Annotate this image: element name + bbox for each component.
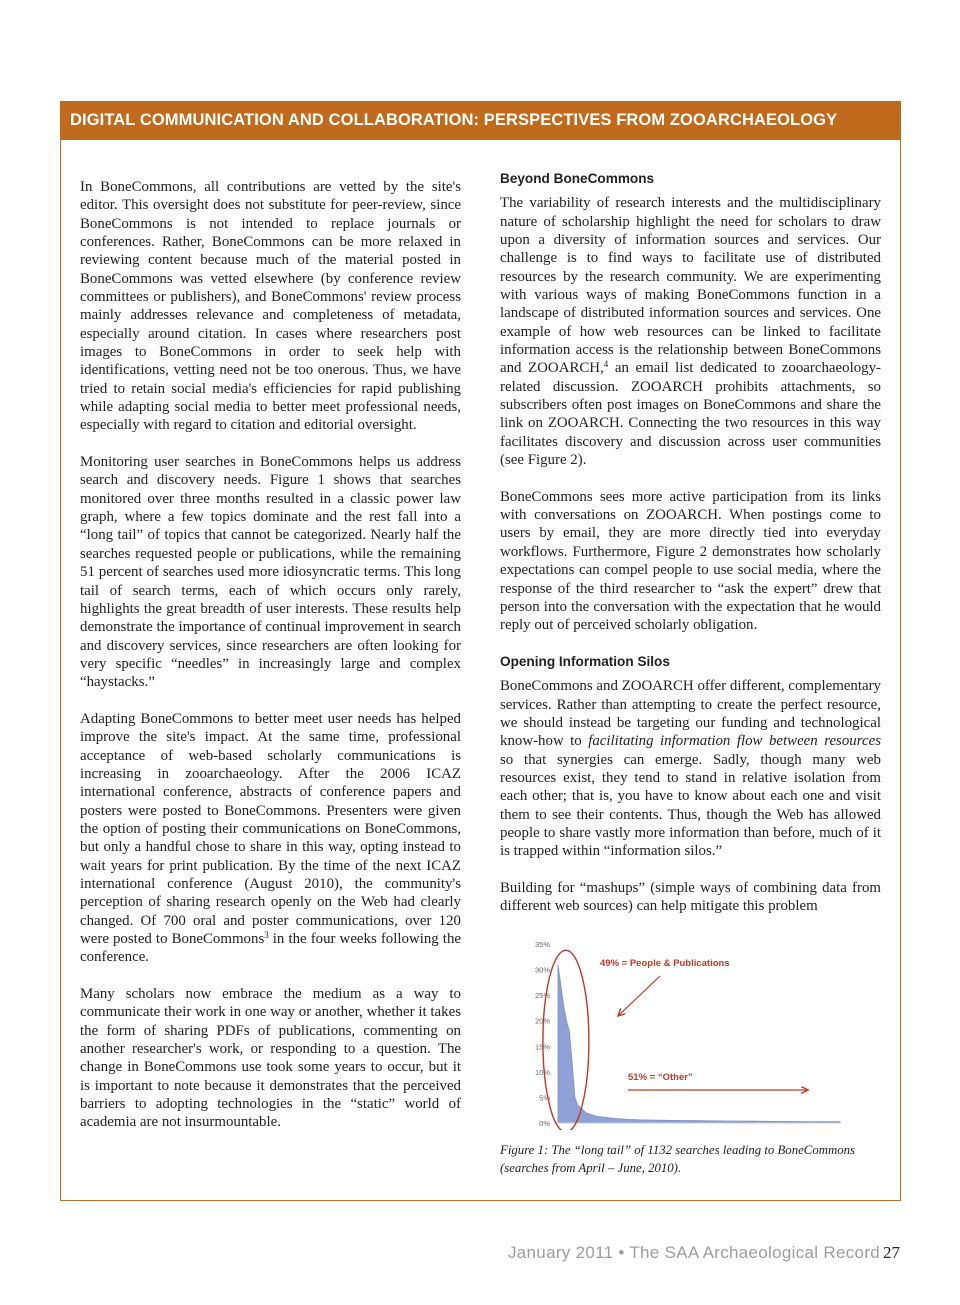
- section-banner: DIGITAL COMMUNICATION AND COLLABORATION: PERSPECTIVES FROM ZOOARCHAEOLOGY: [60, 101, 901, 140]
- page-number: 27: [883, 1243, 900, 1262]
- right-p3-tail: so that synergies can emerge. Sadly, though many web resources exist, they tend to stand in relative isolation from each other; that is, you have to know about each one and visit them to see their contents. Thus, though the Web has allowed people to share vastly more information than before, much of it is trapped within “information silos.”: [500, 751, 881, 860]
- footer-journal-title: January 2011 • The SAA Archaeological Record: [508, 1243, 880, 1262]
- y-tick-label: 5%: [539, 1093, 550, 1103]
- heading-opening-information-silos: Opening Information Silos: [500, 653, 670, 669]
- right-paragraph-2: BoneCommons sees more active participation from its links with conversations on ZOOARCH. When postings come to users by email, they are more directly tied into everyday workflows. Furthermore, Figure 2 demonstrates how scholarly expectations can compel people to use social media, where the response of the third researcher to “ask the expert” drew that person into the conversation with the expectation that he would reply out of perceived scholarly obligation.: [500, 488, 881, 634]
- y-tick-label: 30%: [534, 965, 550, 975]
- right-paragraph-1: [500, 194, 881, 469]
- y-tick-label: 15%: [534, 1042, 550, 1052]
- annotation-other: 51% = “Other”: [628, 1072, 693, 1083]
- figure-1-caption: Figure 1: The “long tail” of 1132 searches leading to BoneCommons (searches from April – June, 2010).: [500, 1143, 855, 1176]
- heading-beyond-bonecommons: Beyond BoneCommons: [500, 171, 655, 186]
- y-tick-label: 35%: [534, 940, 550, 949]
- left-paragraph-1: In BoneCommons, all contributions are vetted by the site's editor. This oversight does not substitute for peer-review, since BoneCommons is not intended to replace journals or conferences. Rather, BoneCommons can be more relaxed in reviewing content because much of the material posted in BoneCommons was vetted elsewhere (by conference review committees or publishers), and BoneCommons' review process mainly addresses relevance and completeness of metadata, especially around citation. In cases where researchers post images to BoneCommons in order to seek help with identifications, vetting need not be too onerous. Thus, we have tried to retain social media's efficiencies for rapid publishing while adapting social media to better meet professional needs, especially with regard to citation and editorial oversight.: [80, 179, 461, 434]
- footnote-ref-3[interactable]: 3: [264, 930, 269, 940]
- right-p1-text: The variability of research interests and the multidisciplinary nature of scholarship highlight the need for scholars to draw upon a diversity of information sources and services. Our challenge is to find ways to facilitate use of distributed resources by the research community. We are experimenting with various ways of making BoneCommons function in a landscape of distributed information sources and services. One example of how web resources can be linked to facilitate information access is the relationship between BoneCommons and ZOOARCH,: [500, 195, 881, 377]
- right-p1-tail: an email list dedicated to zooarchaeology-related discussion. ZOOARCH prohibits attachments, so subscribers often post images on BoneCommons and share the link on ZOOARCH. Connecting the two resources in this way facilitates discovery and discussion across user communities (see Figure 2).: [500, 360, 881, 469]
- annotation-people-publications: 49% = People & Publications: [600, 958, 730, 969]
- footnote-ref-4[interactable]: 4: [603, 359, 609, 370]
- emphasis-facilitating-flow: facilitating information flow between resources: [588, 733, 881, 750]
- left-paragraph-4: Many scholars now embrace the medium as a way to communicate their work in one way or another, whether it takes the form of sharing PDFs of publications, commenting on another researcher's work, or responding to a question. The change in BoneCommons use took some years to occur, but it is important to note because it demonstrates that the perceived barriers to adopting technologies in the “static” world of academia are not insurmountable.: [80, 985, 461, 1131]
- long-tail-chart-svg: [500, 930, 881, 1130]
- left-column: [80, 178, 461, 1150]
- figure-1-chart: [500, 930, 881, 1130]
- y-tick-label: 25%: [534, 991, 550, 1001]
- right-paragraph-4: Building for “mashups” (simple ways of combining data from different web sources) can help mitigate this problem: [500, 879, 881, 915]
- right-p3-text: BoneCommons and ZOOARCH offer different, complementary services. Rather than attempting to create the perfect resource, we should instead be targeting our funding and technological know-how to: [500, 678, 881, 750]
- right-column: [500, 170, 881, 934]
- y-tick-label: 0%: [539, 1119, 550, 1128]
- left-p3-text: Adapting BoneCommons to better meet user needs has helped improve the site's impact. At the same time, professional acceptance of web-based scholarly communications is increasing in zooarchaeology. After the 2006 ICAZ international conference, abstracts of conference papers and posters were posted to BoneCommons. Presenters were given the option of posting their communications on BoneCommons, but only a handful chose to share in this way, opting instead to wait years for print publication. By the time of the next ICAZ international conference (August 2010), the community's perception of sharing research openly on the Web had clearly changed. Of 700 oral and poster communications, over 120 were posted to BoneCommons: [80, 710, 461, 947]
- long-tail-area: [558, 965, 840, 1124]
- annotation-arrow-people: [618, 976, 660, 1016]
- left-paragraph-3: [80, 710, 461, 967]
- left-paragraph-2: Monitoring user searches in BoneCommons helps us address search and discovery needs. Figure 1 shows that searches monitored over three months resulted in a classic power law graph, where a few topics dominate and the rest fall into a “long tail” of topics that cannot be categorized. Nearly half the searches requested people or publications, while the remaining 51 percent of searches used more idiosyncratic terms. This long tail of search terms, each of which occurs only rarely, highlights the great breadth of user interests. These results help demonstrate the importance of continual improvement in search and discovery services, since researchers are often looking for very specific “needles” in increasingly large and complex “haystacks.”: [80, 454, 461, 691]
- y-tick-label: 20%: [534, 1016, 550, 1026]
- right-paragraph-3: [500, 677, 881, 860]
- left-p3-tail: in the four weeks following the conference.: [80, 931, 461, 966]
- page-footer: [500, 1238, 900, 1268]
- y-tick-label: 10%: [534, 1067, 550, 1077]
